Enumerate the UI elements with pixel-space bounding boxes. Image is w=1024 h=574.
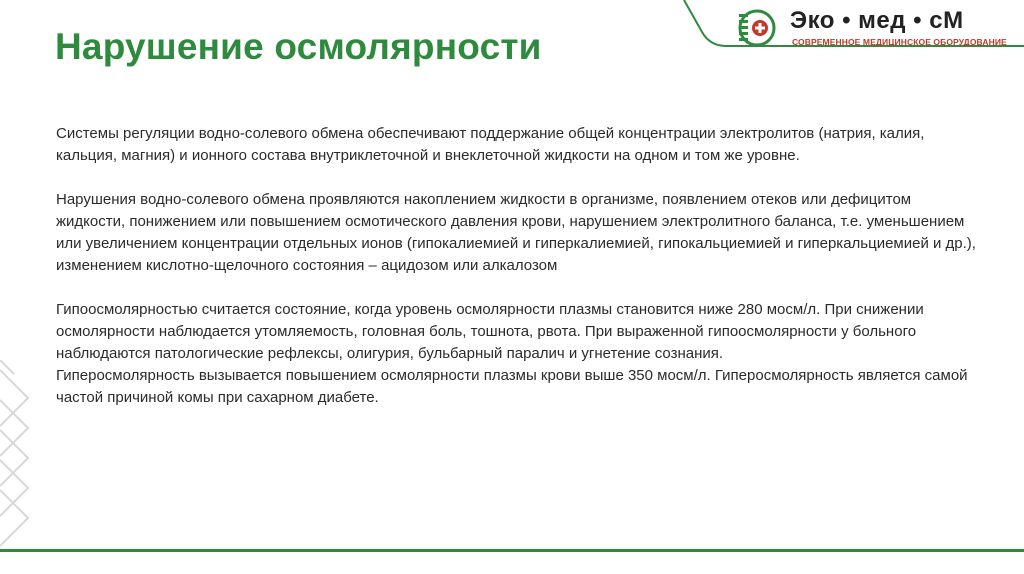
paragraph-spacer [56,277,976,299]
slide-body [56,123,976,409]
footer-divider [0,549,1024,552]
eco-med-logo-icon [737,8,777,48]
paragraph-spacer [56,167,976,189]
paragraph-hyperosmolarity: Гиперосмолярность вызывается повышением осмолярности плазмы крови выше 350 мосм/л. Гиперосмолярность является самой частой причиной комы при сахарном диабете. [56,367,968,406]
paragraph-hypoosmolarity: Гипоосмолярностью считается состояние, когда уровень осмолярности плазмы становится ниже 280 мосм/л. При снижении осмолярности наблюдается утомляемость, головная боль, тошнота, рвота. При выраженной гипоосмолярности у больного наблюдаются патологические рефлексы, олигурия, бульбарный паралич и угнетение сознания. [56,301,924,362]
paragraph-regulation: Системы регуляции водно-солевого обмена обеспечивают поддержание общей концентрации электролитов (натрия, калия, кальция, магния) и ионного состава внутриклеточной и внеклеточной жидкости на одном и том же уровне. [56,125,925,164]
paragraph-disorders: Нарушения водно-солевого обмена проявляются накоплением жидкости в организме, появлением отеков или дефицитом жидкости, понижением или повышением осмотического давления крови, нарушением электролитного баланса, т.е. уменьшением или увеличением концентрации отдельных ионов (гипокалиемией и гиперкалиемией, гипокальциемией и гиперкальциемией и др.), изменением кислотно-щелочного состояния – ацидозом или алкалозом [56,191,976,274]
logo-tagline: СОВРЕМЕННОЕ МЕДИЦИНСКОЕ ОБОРУДОВАНИЕ [792,37,1007,47]
decorative-lattice [0,360,40,550]
slide-title: Нарушение осмолярности [55,26,542,67]
logo-name: Эко • мед • сМ [790,7,964,34]
